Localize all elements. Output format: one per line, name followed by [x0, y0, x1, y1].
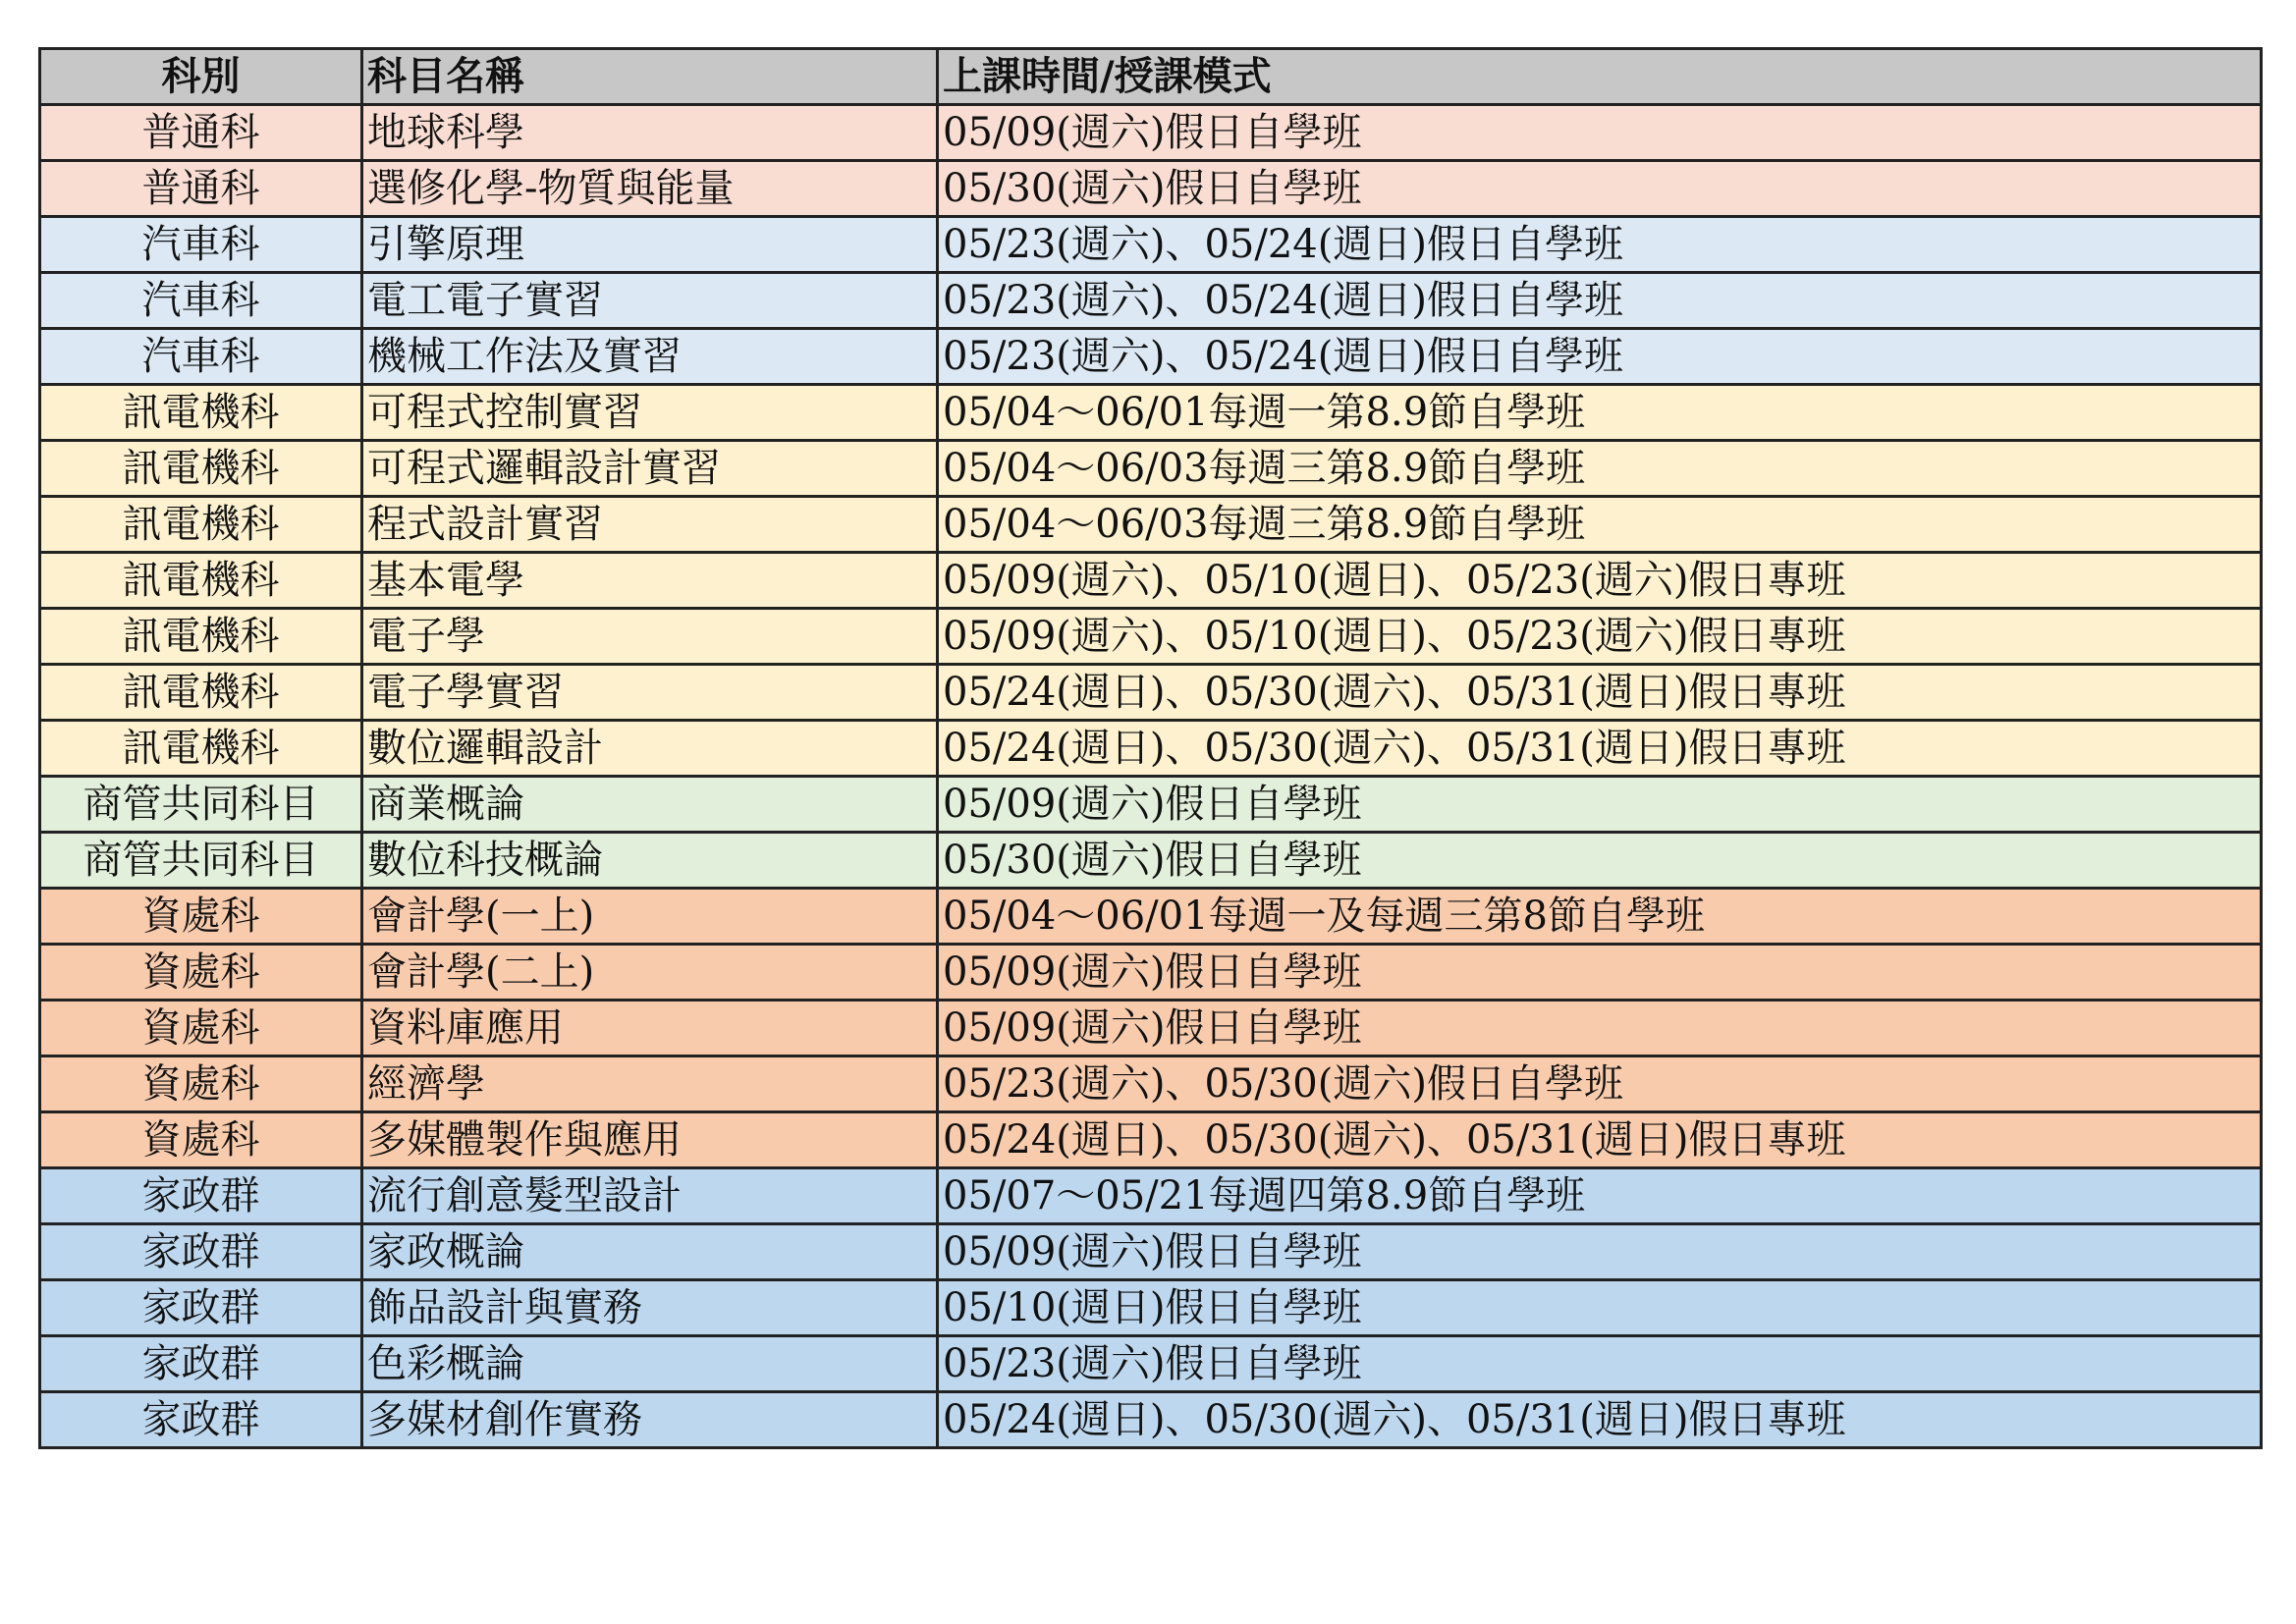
- dept-cell: 訊電機科: [40, 497, 362, 553]
- schedule-cell: 05/23(週六)、05/24(週日)假日自學班: [938, 273, 2262, 329]
- table-row: [40, 1168, 2262, 1224]
- subject-cell: 家政概論: [362, 1224, 938, 1280]
- dept-cell: 資處科: [40, 1112, 362, 1168]
- subject-cell: 引擎原理: [362, 217, 938, 273]
- subject-cell: 程式設計實習: [362, 497, 938, 553]
- table-row: [40, 945, 2262, 1001]
- subject-cell: 基本電學: [362, 553, 938, 609]
- header-row: [40, 49, 2262, 105]
- dept-cell: 普通科: [40, 105, 362, 161]
- subject-cell: 流行創意髮型設計: [362, 1168, 938, 1224]
- schedule-cell: 05/23(週六)、05/30(週六)假日自學班: [938, 1056, 2262, 1112]
- dept-cell: 汽車科: [40, 329, 362, 385]
- table-row: [40, 1001, 2262, 1056]
- dept-cell: 家政群: [40, 1336, 362, 1392]
- schedule-cell: 05/09(週六)假日自學班: [938, 1224, 2262, 1280]
- schedule-cell: 05/09(週六)、05/10(週日)、05/23(週六)假日專班: [938, 609, 2262, 665]
- dept-cell: 資處科: [40, 1001, 362, 1056]
- dept-cell: 家政群: [40, 1280, 362, 1336]
- dept-cell: 訊電機科: [40, 385, 362, 441]
- header-dept: 科別: [40, 49, 362, 105]
- subject-cell: 電子學實習: [362, 665, 938, 721]
- table-row: [40, 553, 2262, 609]
- table-row: [40, 777, 2262, 833]
- dept-cell: 資處科: [40, 945, 362, 1001]
- subject-cell: 數位邏輯設計: [362, 721, 938, 777]
- schedule-cell: 05/09(週六)假日自學班: [938, 945, 2262, 1001]
- subject-cell: 飾品設計與實務: [362, 1280, 938, 1336]
- schedule-cell: 05/10(週日)假日自學班: [938, 1280, 2262, 1336]
- table-row: [40, 889, 2262, 945]
- table-row: [40, 665, 2262, 721]
- table-row: [40, 161, 2262, 217]
- table-row: [40, 1280, 2262, 1336]
- subject-cell: 選修化學-物質與能量: [362, 161, 938, 217]
- table-row: [40, 273, 2262, 329]
- table-row: [40, 329, 2262, 385]
- subject-cell: 多媒體製作與應用: [362, 1112, 938, 1168]
- subject-cell: 可程式控制實習: [362, 385, 938, 441]
- schedule-cell: 05/04～06/01每週一及每週三第8節自學班: [938, 889, 2262, 945]
- table-row: [40, 385, 2262, 441]
- dept-cell: 普通科: [40, 161, 362, 217]
- subject-cell: 色彩概論: [362, 1336, 938, 1392]
- table-row: [40, 217, 2262, 273]
- dept-cell: 資處科: [40, 889, 362, 945]
- dept-cell: 訊電機科: [40, 553, 362, 609]
- schedule-cell: 05/09(週六)假日自學班: [938, 777, 2262, 833]
- table-row: [40, 1392, 2262, 1448]
- subject-cell: 電子學: [362, 609, 938, 665]
- table-row: [40, 1336, 2262, 1392]
- dept-cell: 汽車科: [40, 273, 362, 329]
- dept-cell: 家政群: [40, 1224, 362, 1280]
- table-row: [40, 609, 2262, 665]
- dept-cell: 汽車科: [40, 217, 362, 273]
- subject-cell: 多媒材創作實務: [362, 1392, 938, 1448]
- schedule-cell: 05/24(週日)、05/30(週六)、05/31(週日)假日專班: [938, 1392, 2262, 1448]
- dept-cell: 商管共同科目: [40, 777, 362, 833]
- schedule-cell: 05/09(週六)假日自學班: [938, 1001, 2262, 1056]
- schedule-cell: 05/24(週日)、05/30(週六)、05/31(週日)假日專班: [938, 1112, 2262, 1168]
- schedule-cell: 05/30(週六)假日自學班: [938, 833, 2262, 889]
- schedule-cell: 05/24(週日)、05/30(週六)、05/31(週日)假日專班: [938, 665, 2262, 721]
- schedule-cell: 05/30(週六)假日自學班: [938, 161, 2262, 217]
- subject-cell: 資料庫應用: [362, 1001, 938, 1056]
- table-row: [40, 497, 2262, 553]
- schedule-cell: 05/23(週六)、05/24(週日)假日自學班: [938, 217, 2262, 273]
- dept-cell: 訊電機科: [40, 609, 362, 665]
- dept-cell: 商管共同科目: [40, 833, 362, 889]
- table-row: [40, 105, 2262, 161]
- schedule-table: [38, 47, 2263, 1449]
- schedule-cell: 05/04～06/01每週一第8.9節自學班: [938, 385, 2262, 441]
- table-row: [40, 1224, 2262, 1280]
- table-row: [40, 721, 2262, 777]
- schedule-cell: 05/09(週六)假日自學班: [938, 105, 2262, 161]
- subject-cell: 商業概論: [362, 777, 938, 833]
- header-subject: 科目名稱: [362, 49, 938, 105]
- dept-cell: 資處科: [40, 1056, 362, 1112]
- schedule-cell: 05/04～06/03每週三第8.9節自學班: [938, 497, 2262, 553]
- subject-cell: 數位科技概論: [362, 833, 938, 889]
- dept-cell: 訊電機科: [40, 665, 362, 721]
- dept-cell: 訊電機科: [40, 721, 362, 777]
- table-body: [40, 105, 2262, 1448]
- table-row: [40, 1112, 2262, 1168]
- subject-cell: 會計學(一上): [362, 889, 938, 945]
- subject-cell: 地球科學: [362, 105, 938, 161]
- subject-cell: 經濟學: [362, 1056, 938, 1112]
- subject-cell: 會計學(二上): [362, 945, 938, 1001]
- table-row: [40, 1056, 2262, 1112]
- header-schedule: 上課時間/授課模式: [938, 49, 2262, 105]
- subject-cell: 可程式邏輯設計實習: [362, 441, 938, 497]
- schedule-cell: 05/23(週六)假日自學班: [938, 1336, 2262, 1392]
- schedule-cell: 05/07～05/21每週四第8.9節自學班: [938, 1168, 2262, 1224]
- table-row: [40, 441, 2262, 497]
- schedule-cell: 05/09(週六)、05/10(週日)、05/23(週六)假日專班: [938, 553, 2262, 609]
- schedule-cell: 05/23(週六)、05/24(週日)假日自學班: [938, 329, 2262, 385]
- schedule-cell: 05/24(週日)、05/30(週六)、05/31(週日)假日專班: [938, 721, 2262, 777]
- dept-cell: 家政群: [40, 1392, 362, 1448]
- subject-cell: 機械工作法及實習: [362, 329, 938, 385]
- subject-cell: 電工電子實習: [362, 273, 938, 329]
- table-row: [40, 833, 2262, 889]
- schedule-cell: 05/04～06/03每週三第8.9節自學班: [938, 441, 2262, 497]
- dept-cell: 訊電機科: [40, 441, 362, 497]
- dept-cell: 家政群: [40, 1168, 362, 1224]
